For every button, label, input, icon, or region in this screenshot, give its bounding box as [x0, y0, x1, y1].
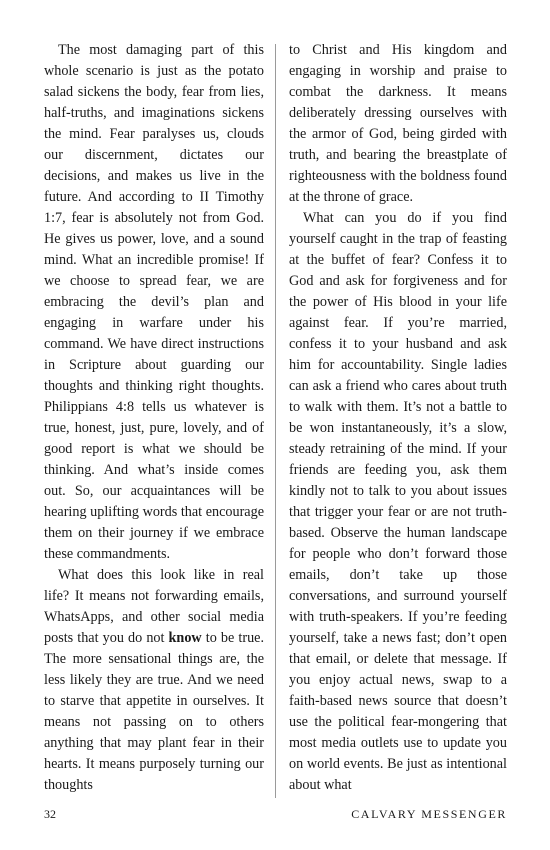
left-paragraph-2-start: What does this look like in real life? It means not forwarding emails, WhatsApps, and other social media posts that you do not [44, 567, 264, 646]
left-paragraph-1: The most damaging part of this whole scenario is just as the potato salad sickens the body, fear from lies, half-truths, and imaginations sickens the mind. Fear paralyses us, clouds our discernment, dictates our decisions, and makes us live in the future. And according to II Timothy 1:7, fear is absolutely not from God. He gives us power, love, and a sound mind. What an incredible promise! If we choose to spread fear, we are embracing the devil’s plan and engaging in warfare under his command. We have direct instructions in Scripture about guarding our thoughts and thinking right thoughts. Philippians 4:8 tells us whatever is true, honest, just, pure, lovely, and of good report is what we should be thinking. And what’s inside comes out. So, our acquaintances will be hearing uplifting words that encourage them on their journey if we embrace these commandments. [44, 42, 264, 562]
emphasis-know: know [168, 630, 202, 646]
left-paragraph-2-end: to be true. The more sensational things are, the less likely they are true. And we need to starve that appetite in ourselves. It means not passing on to others anything that may plant fear in their hearts. It means purposely turning our thoughts [44, 630, 265, 793]
column-divider [275, 44, 276, 798]
left-paragraph-2 [44, 565, 264, 796]
left-column [44, 40, 264, 796]
running-title: CALVARY MESSENGER [351, 807, 507, 821]
right-paragraph-1: to Christ and His kingdom and engaging in worship and praise to combat the darkness. It means deliberately dressing ourselves with the armor of God, being girded with truth, and bearing the breastplate of righteousness with the boldness found at the throne of grace. [289, 42, 507, 205]
page-number: 32 [44, 807, 56, 821]
right-paragraph-2: What can you do if you find yourself caught in the trap of feasting at the buffet of fear? Confess it to God and ask for forgiveness and for the power of His blood in your life against fear. If you’re married, confess it to your husband and ask him for accountability. Single ladies can ask a friend who cares about truth to walk with them. It’s not a battle to be won instantaneously, it’s a slow, steady retraining of the mind. If your friends are feeding you, ask them kindly not to talk to you about issues that trigger your fear or are not truth-based. Observe the human landscape for people who don’t forward those emails, don’t take up those conversations, and surround yourself with truth-speakers. If you’re feeding yourself, take a news fast; don’t open that email, or delete that message. If you enjoy actual news, swap to a faith-based news source that doesn’t use the political fear-mongering that most media outlets use to update you on world events. Be just as intentional about what [289, 210, 507, 793]
right-column [289, 40, 507, 796]
